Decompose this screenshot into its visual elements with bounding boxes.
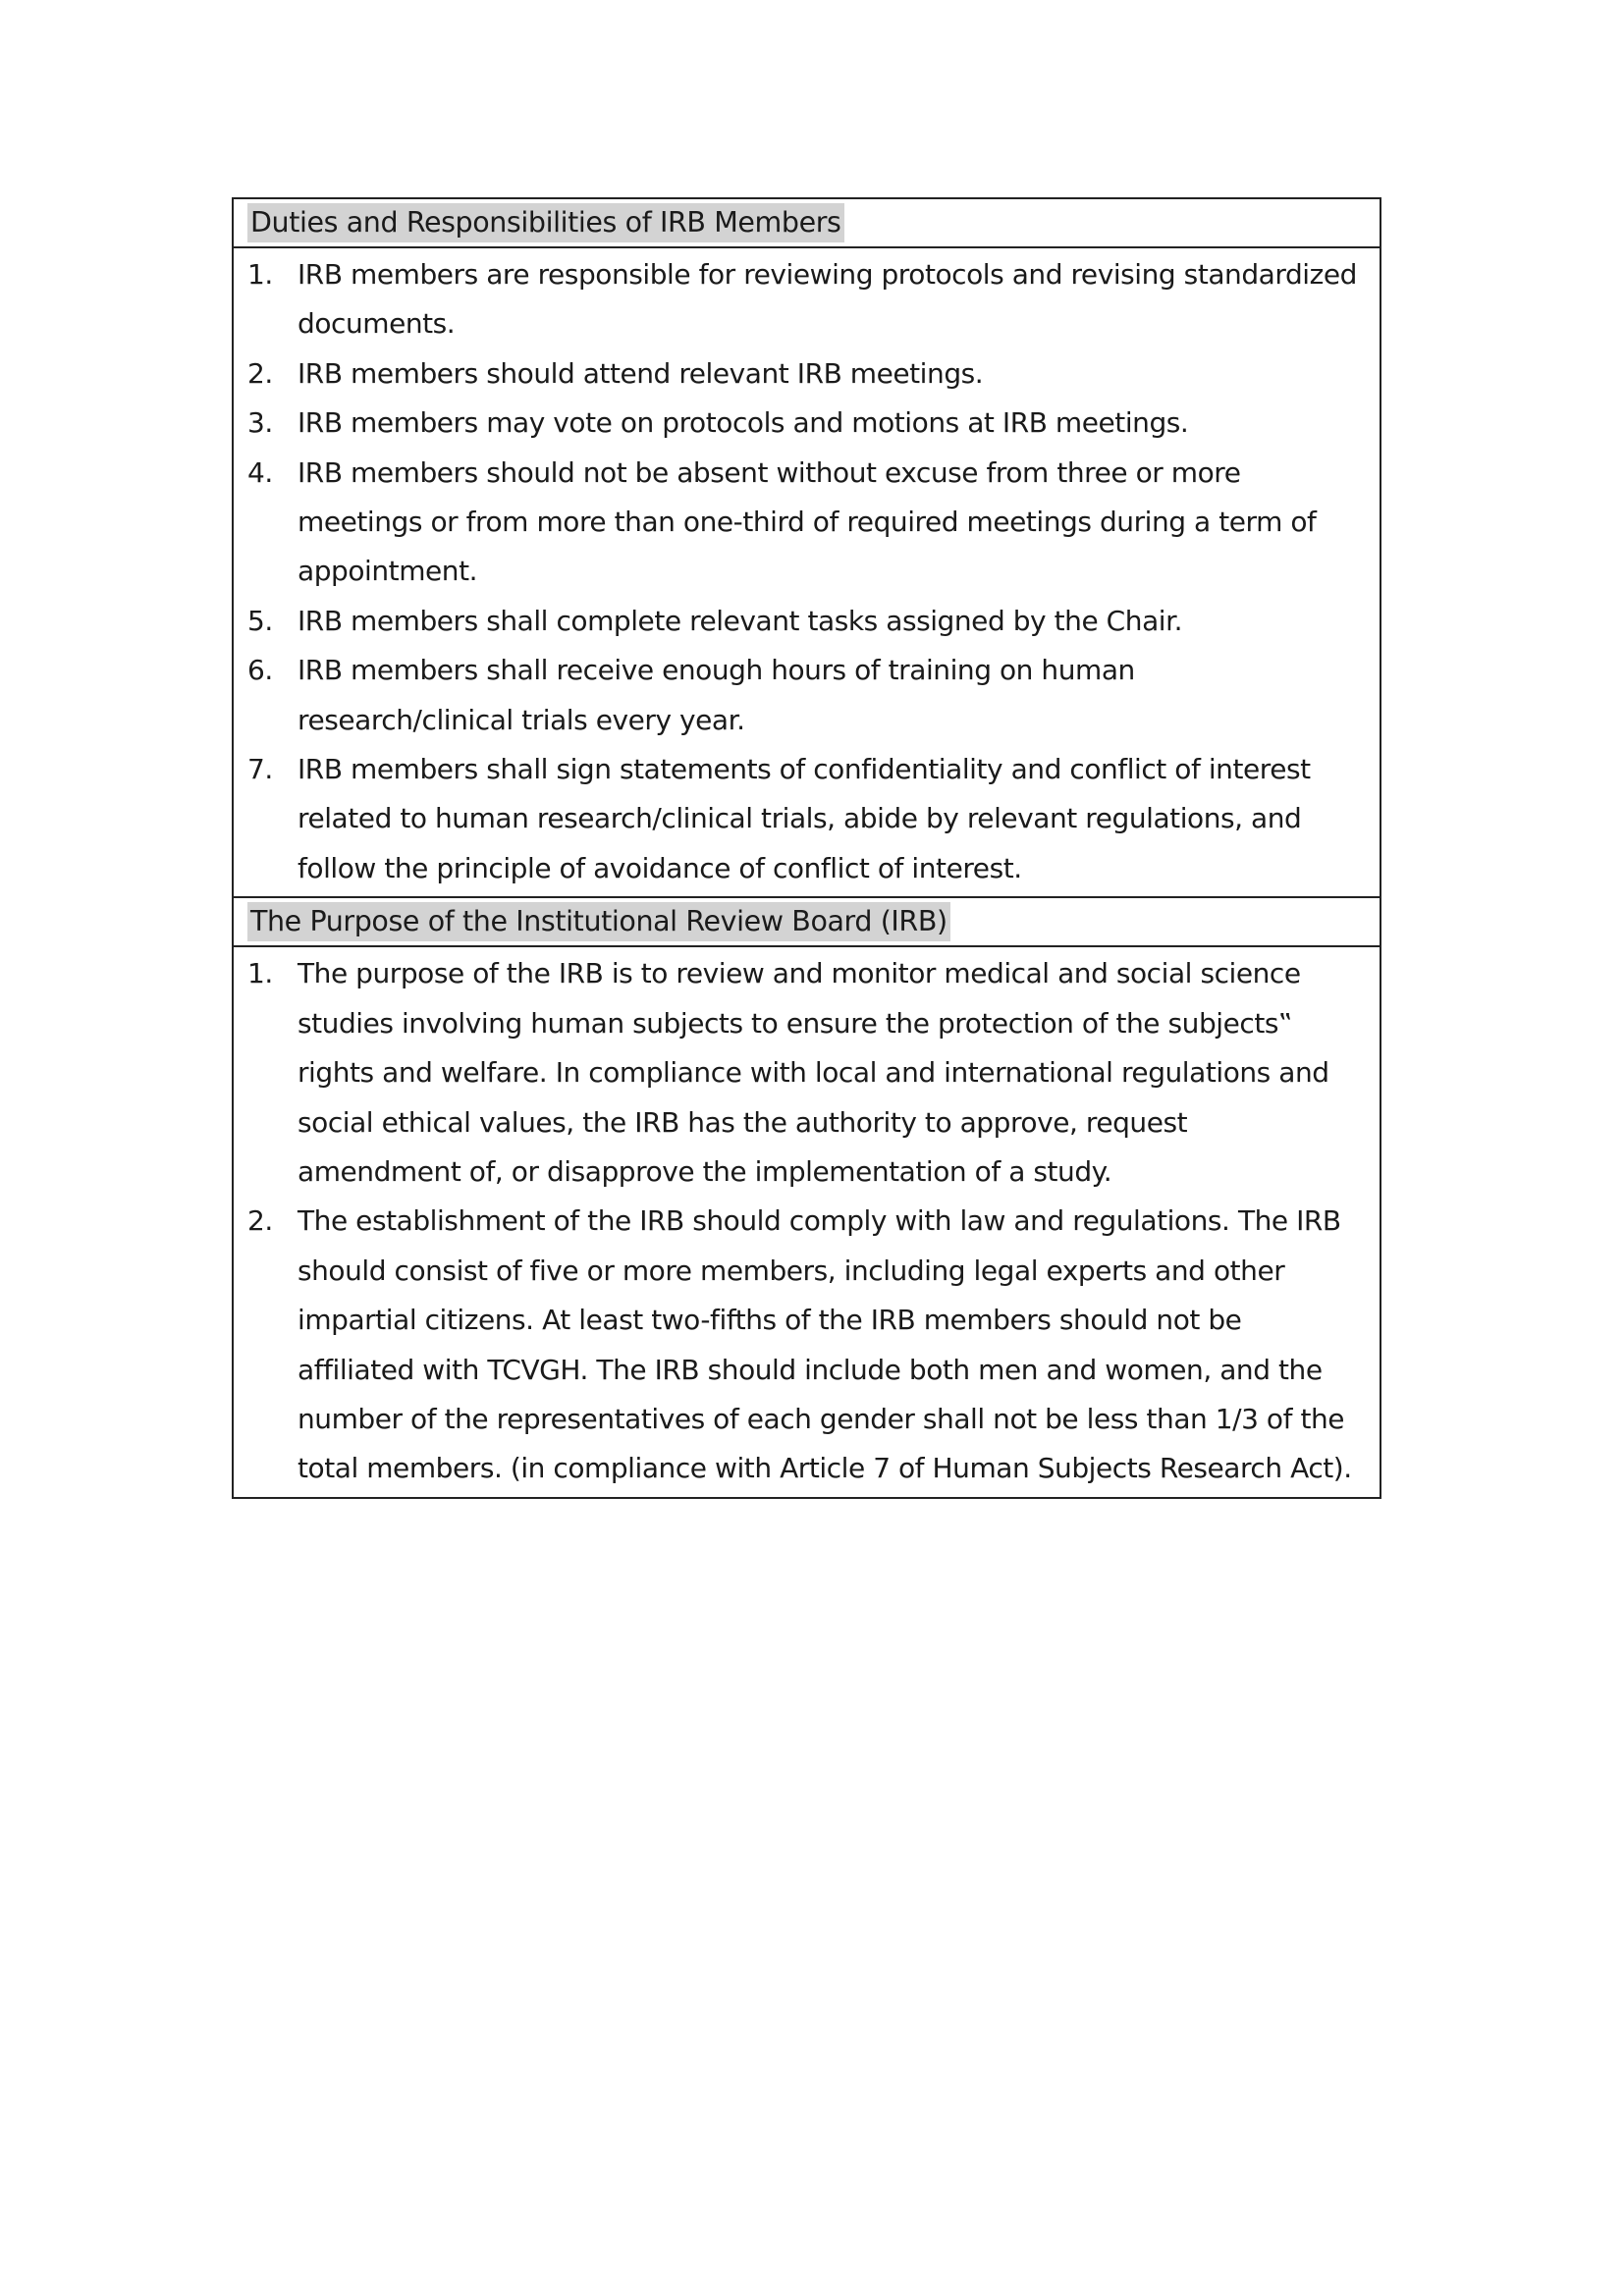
purpose-list: [234, 949, 1380, 1493]
item-text: The establishment of the IRB should comply with law and regulations. The IRB should consist of five or more members, including legal experts and other impartial citizens. At least two-fifths of the IRB members should not be affiliated with TCVGH. The IRB should include both men and women, and the number of the representatives of each gender shall not be less than 1/3 of the total members. (in compliance with Article 7 of Human Subjects Research Act).: [298, 1204, 1352, 1485]
list-item: [234, 250, 1380, 349]
item-number: 1.: [247, 957, 273, 990]
item-text: IRB members are responsible for reviewing protocols and revising standardized documents.: [298, 258, 1357, 341]
item-number: 4.: [247, 455, 273, 489]
item-text: IRB members shall complete relevant tasks assigned by the Chair.: [298, 604, 1183, 637]
item-text: The purpose of the IRB is to review and monitor medical and social science studies involving human subjects to ensure the protection of the subjects‟ rights and welfare. In compliance with local and international regulations and social ethical values, the IRB has the authority to approve, request amendment of, or disapprove the implementation of a study.: [298, 957, 1329, 1188]
list-item: [234, 449, 1380, 597]
item-text: IRB members should attend relevant IRB meetings.: [298, 356, 984, 390]
item-number: 1.: [247, 258, 273, 291]
duties-list: [234, 250, 1380, 893]
list-item: [234, 349, 1380, 399]
list-item: [234, 1197, 1380, 1493]
item-text: IRB members shall sign statements of confidentiality and conflict of interest related to human research/clinical trials, abide by relevant regulations, and follow the principle of avoidance of conflict of interest.: [298, 753, 1311, 884]
item-number: 7.: [247, 753, 273, 786]
document-table: [232, 197, 1381, 1499]
item-number: 2.: [247, 356, 273, 390]
list-item: [234, 597, 1380, 646]
item-text: IRB members shall receive enough hours of training on human research/clinical trials every year.: [298, 654, 1135, 736]
section-heading: Duties and Responsibilities of IRB Members: [247, 203, 844, 242]
item-number: 5.: [247, 604, 273, 637]
list-item: [234, 399, 1380, 448]
list-item: [234, 745, 1380, 893]
section-body-duties: [234, 248, 1380, 898]
item-text: IRB members should not be absent without excuse from three or more meetings or from more than one-third of required meetings during a term of appointment.: [298, 455, 1317, 588]
section-header-purpose: [234, 898, 1380, 947]
list-item: [234, 646, 1380, 745]
section-heading: The Purpose of the Institutional Review Board (IRB): [247, 902, 950, 941]
section-header-duties: [234, 199, 1380, 248]
section-body-purpose: [234, 947, 1380, 1496]
item-text: IRB members may vote on protocols and motions at IRB meetings.: [298, 406, 1189, 440]
item-number: 6.: [247, 654, 273, 687]
item-number: 2.: [247, 1204, 273, 1238]
list-item: [234, 949, 1380, 1197]
item-number: 3.: [247, 406, 273, 440]
